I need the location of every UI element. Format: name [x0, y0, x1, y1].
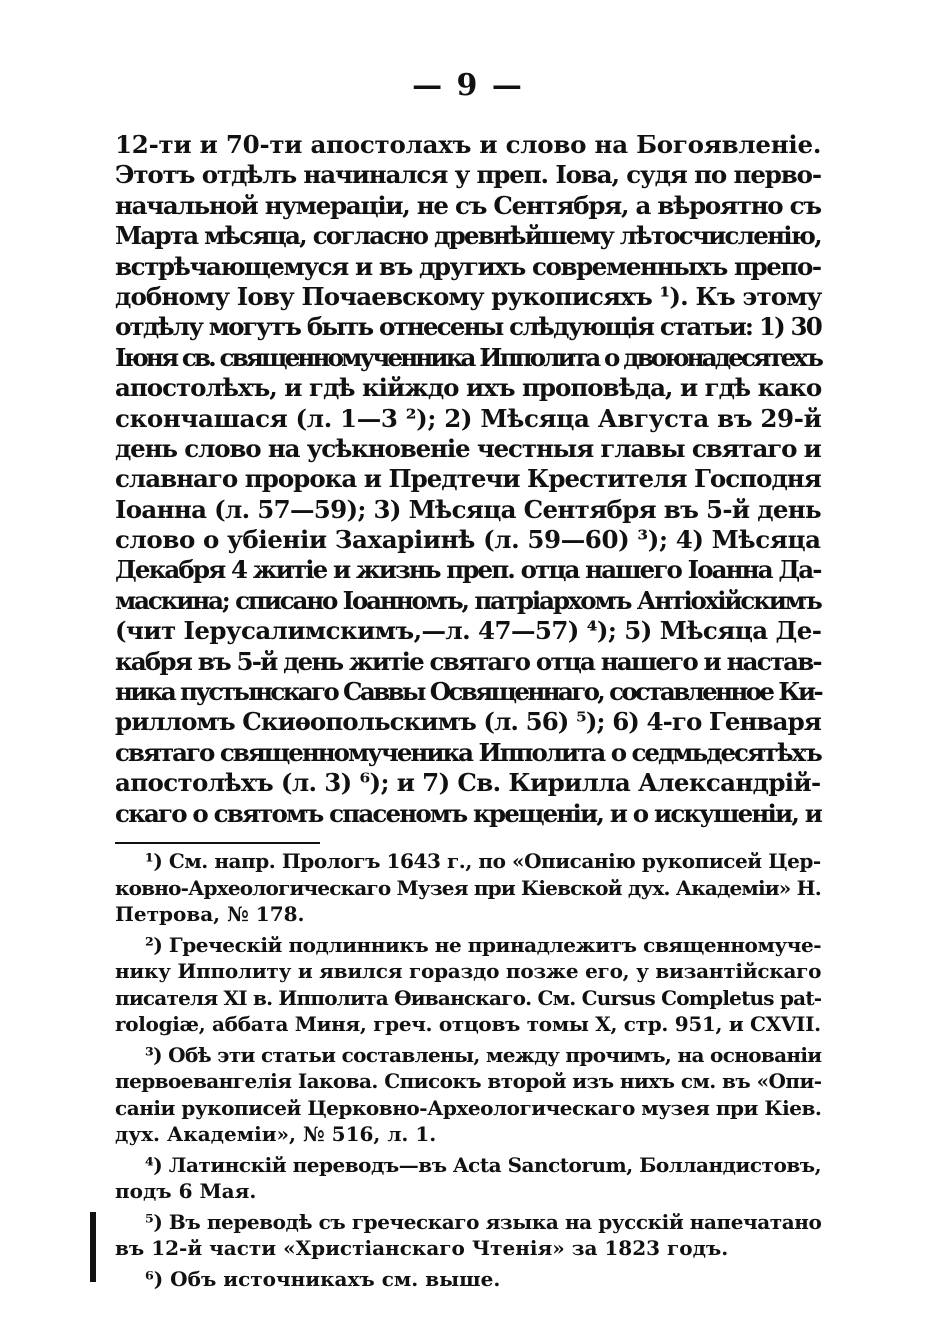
footnote-line: ³) Обѣ эти статьи составлены, между прочимъ, на основаніи: [145, 1042, 822, 1067]
footnote-5: [115, 1209, 821, 1262]
text-line: слово о убіеніи Захаріинѣ (л. 59—60) ³); 4) Мѣсяца: [115, 525, 821, 555]
text-line: Декабря 4 житіе и жизнь преп. отца нашего Іоанна Да-: [115, 555, 821, 585]
text-line: Этотъ отдѣлъ начинался у преп. Іова, судя по перво-: [115, 160, 821, 190]
text-line: скаго о святомъ спасеномъ крещеніи, и о искушеніи, и: [115, 798, 822, 828]
footnote-6: [115, 1266, 821, 1293]
text-line: ника пустынскаго Саввы Освященнаго, составленное Ки-: [115, 677, 821, 707]
text-line: апостолѣхъ, и гдѣ кійждо ихъ проповѣда, и гдѣ како: [115, 373, 822, 403]
main-text: [115, 130, 821, 829]
text-line: маскина; списано Іоанномъ, патріархомъ Антіохійскимъ: [115, 585, 821, 615]
footnote-line: Петрова, № 178.: [115, 902, 305, 926]
text-line: встрѣчающемуся и въ другихъ современныхъ препо-: [115, 251, 821, 281]
text-line: скончашася (л. 1—3 ²); 2) Мѣсяца Августа въ 29-й: [115, 403, 822, 433]
text-line: Марта мѣсяца, согласно древнѣйшему лѣтосчисленію,: [115, 221, 821, 251]
text-line: апостолѣхъ (л. 3) ⁶); и 7) Св. Кирилла Александрій-: [115, 768, 821, 798]
footnote-4: [115, 1152, 821, 1205]
footnote-separator: [115, 842, 320, 844]
footnote-line: ⁴) Латинскій переводъ—въ Acta Sanctorum, Болландистовъ,: [145, 1152, 822, 1177]
footnotes: [115, 848, 821, 1292]
text-line: Іюня св. священномученника Ипполита о двоюнадесятехъ: [115, 342, 822, 372]
footnote-line: ⁶) Объ источникахъ см. выше.: [145, 1266, 501, 1291]
footnote-line: ковно-Археологическаго Музея при Кіевской дух. Академіи» Н.: [115, 875, 821, 900]
text-line: кабря въ 5-й день житіе святаго отца нашего и настав-: [115, 646, 821, 676]
footnote-2: [115, 932, 821, 1038]
text-line: начальной нумераціи, не съ Сентября, а вѣроятно съ: [115, 190, 821, 220]
text-line: славнаго пророка и Предтечи Крестителя Господня: [115, 464, 821, 494]
footnote-line: писателя XI в. Ипполита Ѳиванскаго. См. Cursus Completus pat-: [115, 985, 822, 1010]
scan-edge-mark: [90, 1212, 96, 1282]
text-line: добному Іову Почаевскому рукописяхъ ¹). Къ этому: [115, 281, 822, 311]
text-line: (чит Іерусалимскимъ,—л. 47—57) ⁴); 5) Мѣсяца Де-: [115, 616, 822, 646]
footnote-1: [115, 848, 821, 928]
footnote-line: первоевангелія Іакова. Списокъ второй изъ нихъ см. въ «Опи-: [115, 1069, 822, 1093]
text-line: отдѣлу могутъ быть отнесены слѣдующія статьи: 1) 30: [115, 312, 821, 342]
footnote-line: ²) Греческій подлинникъ не принадлежитъ священномуче-: [145, 932, 822, 957]
footnote-line: ¹) См. напр. Прологъ 1643 г., по «Описанію рукописей Цер-: [145, 849, 821, 873]
page-number: — 9 —: [412, 68, 524, 103]
footnote-line: дух. Академіи», № 516, л. 1.: [115, 1122, 437, 1146]
text-line: Іоанна (л. 57—59); 3) Мѣсяца Сентября въ 5-й день: [115, 494, 821, 524]
footnote-line: подъ 6 Мая.: [115, 1179, 257, 1203]
text-line: рилломъ Скиѳопольскимъ (л. 56) ⁵); 6) 4-го Генваря: [115, 707, 821, 737]
text-line: святаго священномученика Ипполита о седмьдесятѣхъ: [115, 737, 821, 767]
footnote-line: ⁵) Въ переводѣ съ греческаго языка на русскій напечатано: [145, 1209, 822, 1234]
text-line: день слово на усѣкновеніе честныя главы святаго и: [115, 433, 821, 463]
footnote-line: саніи рукописей Церковно-Археологическаго музея при Кіев.: [115, 1095, 822, 1120]
text-line: 12-ти и 70-ти апостолахъ и слово на Богоявленіе.: [115, 130, 822, 159]
footnote-line: rologiæ, аббата Миня, греч. отцовъ томы X, стр. 951, и CXVII.: [115, 1012, 821, 1036]
footnote-3: [115, 1042, 821, 1148]
footnote-line: нику Ипполиту и явился гораздо позже его, у византійскаго: [115, 959, 822, 983]
footnote-line: въ 12-й части «Христіанскаго Чтенія» за 1823 годъ.: [115, 1236, 729, 1260]
